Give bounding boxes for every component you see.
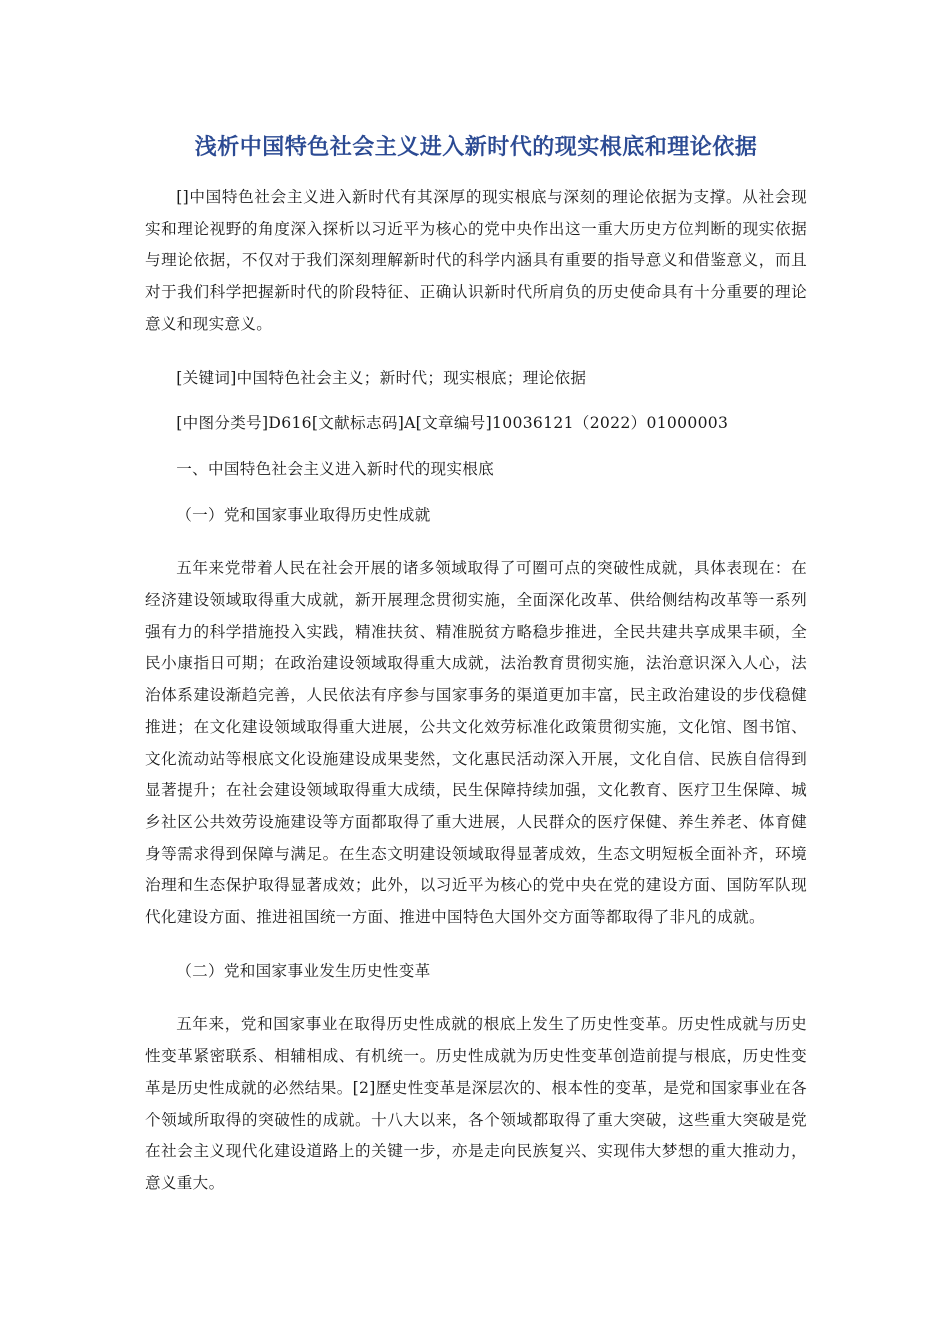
subsection-heading: （一）党和国家事业取得历史性成就	[176, 505, 431, 524]
section-heading: 一、中国特色社会主义进入新时代的现实根底	[176, 459, 495, 478]
classification-line: [中图分类号]D616[文献标志码]A[文章编号]10036121（2022）01000003	[176, 414, 729, 433]
abstract-paragraph: []中国特色社会主义进入新时代有其深厚的现实根底与深刻的理论依据为支撑。从社会现实和理论视野的角度深入探析以习近平为核心的党中央作出这一重大历史方位判断的现实依据与理论依据，不仅对于我们深刻理解新时代的科学内涵具有重要的指导意义和借鉴意义，而且对于我们科学把握新时代的阶段特征、正确认识新时代所肩负的历史使命具有十分重要的理论意义和现实意义。	[145, 188, 807, 333]
body-paragraph: 五年来，党和国家事业在取得历史性成就的根底上发生了历史性变革。历史性成就与历史性变革紧密联系、相辅相成、有机统一。历史性成就为历史性变革创造前提与根底，历史性变革是历史性成就的必然结果。[2]歷史性变革是深层次的、根本性的变革，是党和国家事业在各个领域所取得的突破性的成就。十八大以来，各个领域都取得了重大突破，这些重大突破是党在社会主义现代化建设道路上的关键一步，亦是走向民族复兴、实现伟大梦想的重大推动力，意义重大。	[145, 1015, 807, 1192]
document-title: 浅析中国特色社会主义进入新时代的现实根底和理论依据	[194, 135, 758, 160]
keywords-line: [关键词]中国特色社会主义；新时代；现实根底；理论依据	[176, 368, 587, 387]
subsection-heading: （二）党和国家事业发生历史性变革	[176, 961, 431, 980]
body-paragraph: 五年来党带着人民在社会开展的诸多领域取得了可圈可点的突破性成就，具体表现在：在经济建设领域取得重大成就，新开展理念贯彻实施，全面深化改革、供给侧结构改革等一系列强有力的科学措施投入实践，精准扶贫、精准脱贫方略稳步推进，全民共建共享成果丰硕，全民小康指日可期；在政治建设领域取得重大成就，法治教育贯彻实施，法治意识深入人心，法治体系建设渐趋完善，人民依法有序参与国家事务的渠道更加丰富，民主政治建设的步伐稳健推进；在文化建设领域取得重大进展，公共文化效劳标准化政策贯彻实施，文化馆、图书馆、文化流动站等根底文化设施建设成果斐然，文化惠民活动深入开展，文化自信、民族自信得到显著提升；在社会建设领域取得重大成绩，民生保障持续加强，文化教育、医疗卫生保障、城乡社区公共效劳设施建设等方面都取得了重大进展，人民群众的医疗保健、养生养老、体育健身等需求得到保障与满足。在生态文明建设领域取得显著成效，生态文明短板全面补齐，环境治理和生态保护取得显著成效；此外，以习近平为核心的党中央在党的建设方面、国防军队现代化建设方面、推进祖国统一方面、推进中国特色大国外交方面等都取得了非凡的成就。	[145, 559, 807, 927]
document-page	[145, 128, 807, 1222]
